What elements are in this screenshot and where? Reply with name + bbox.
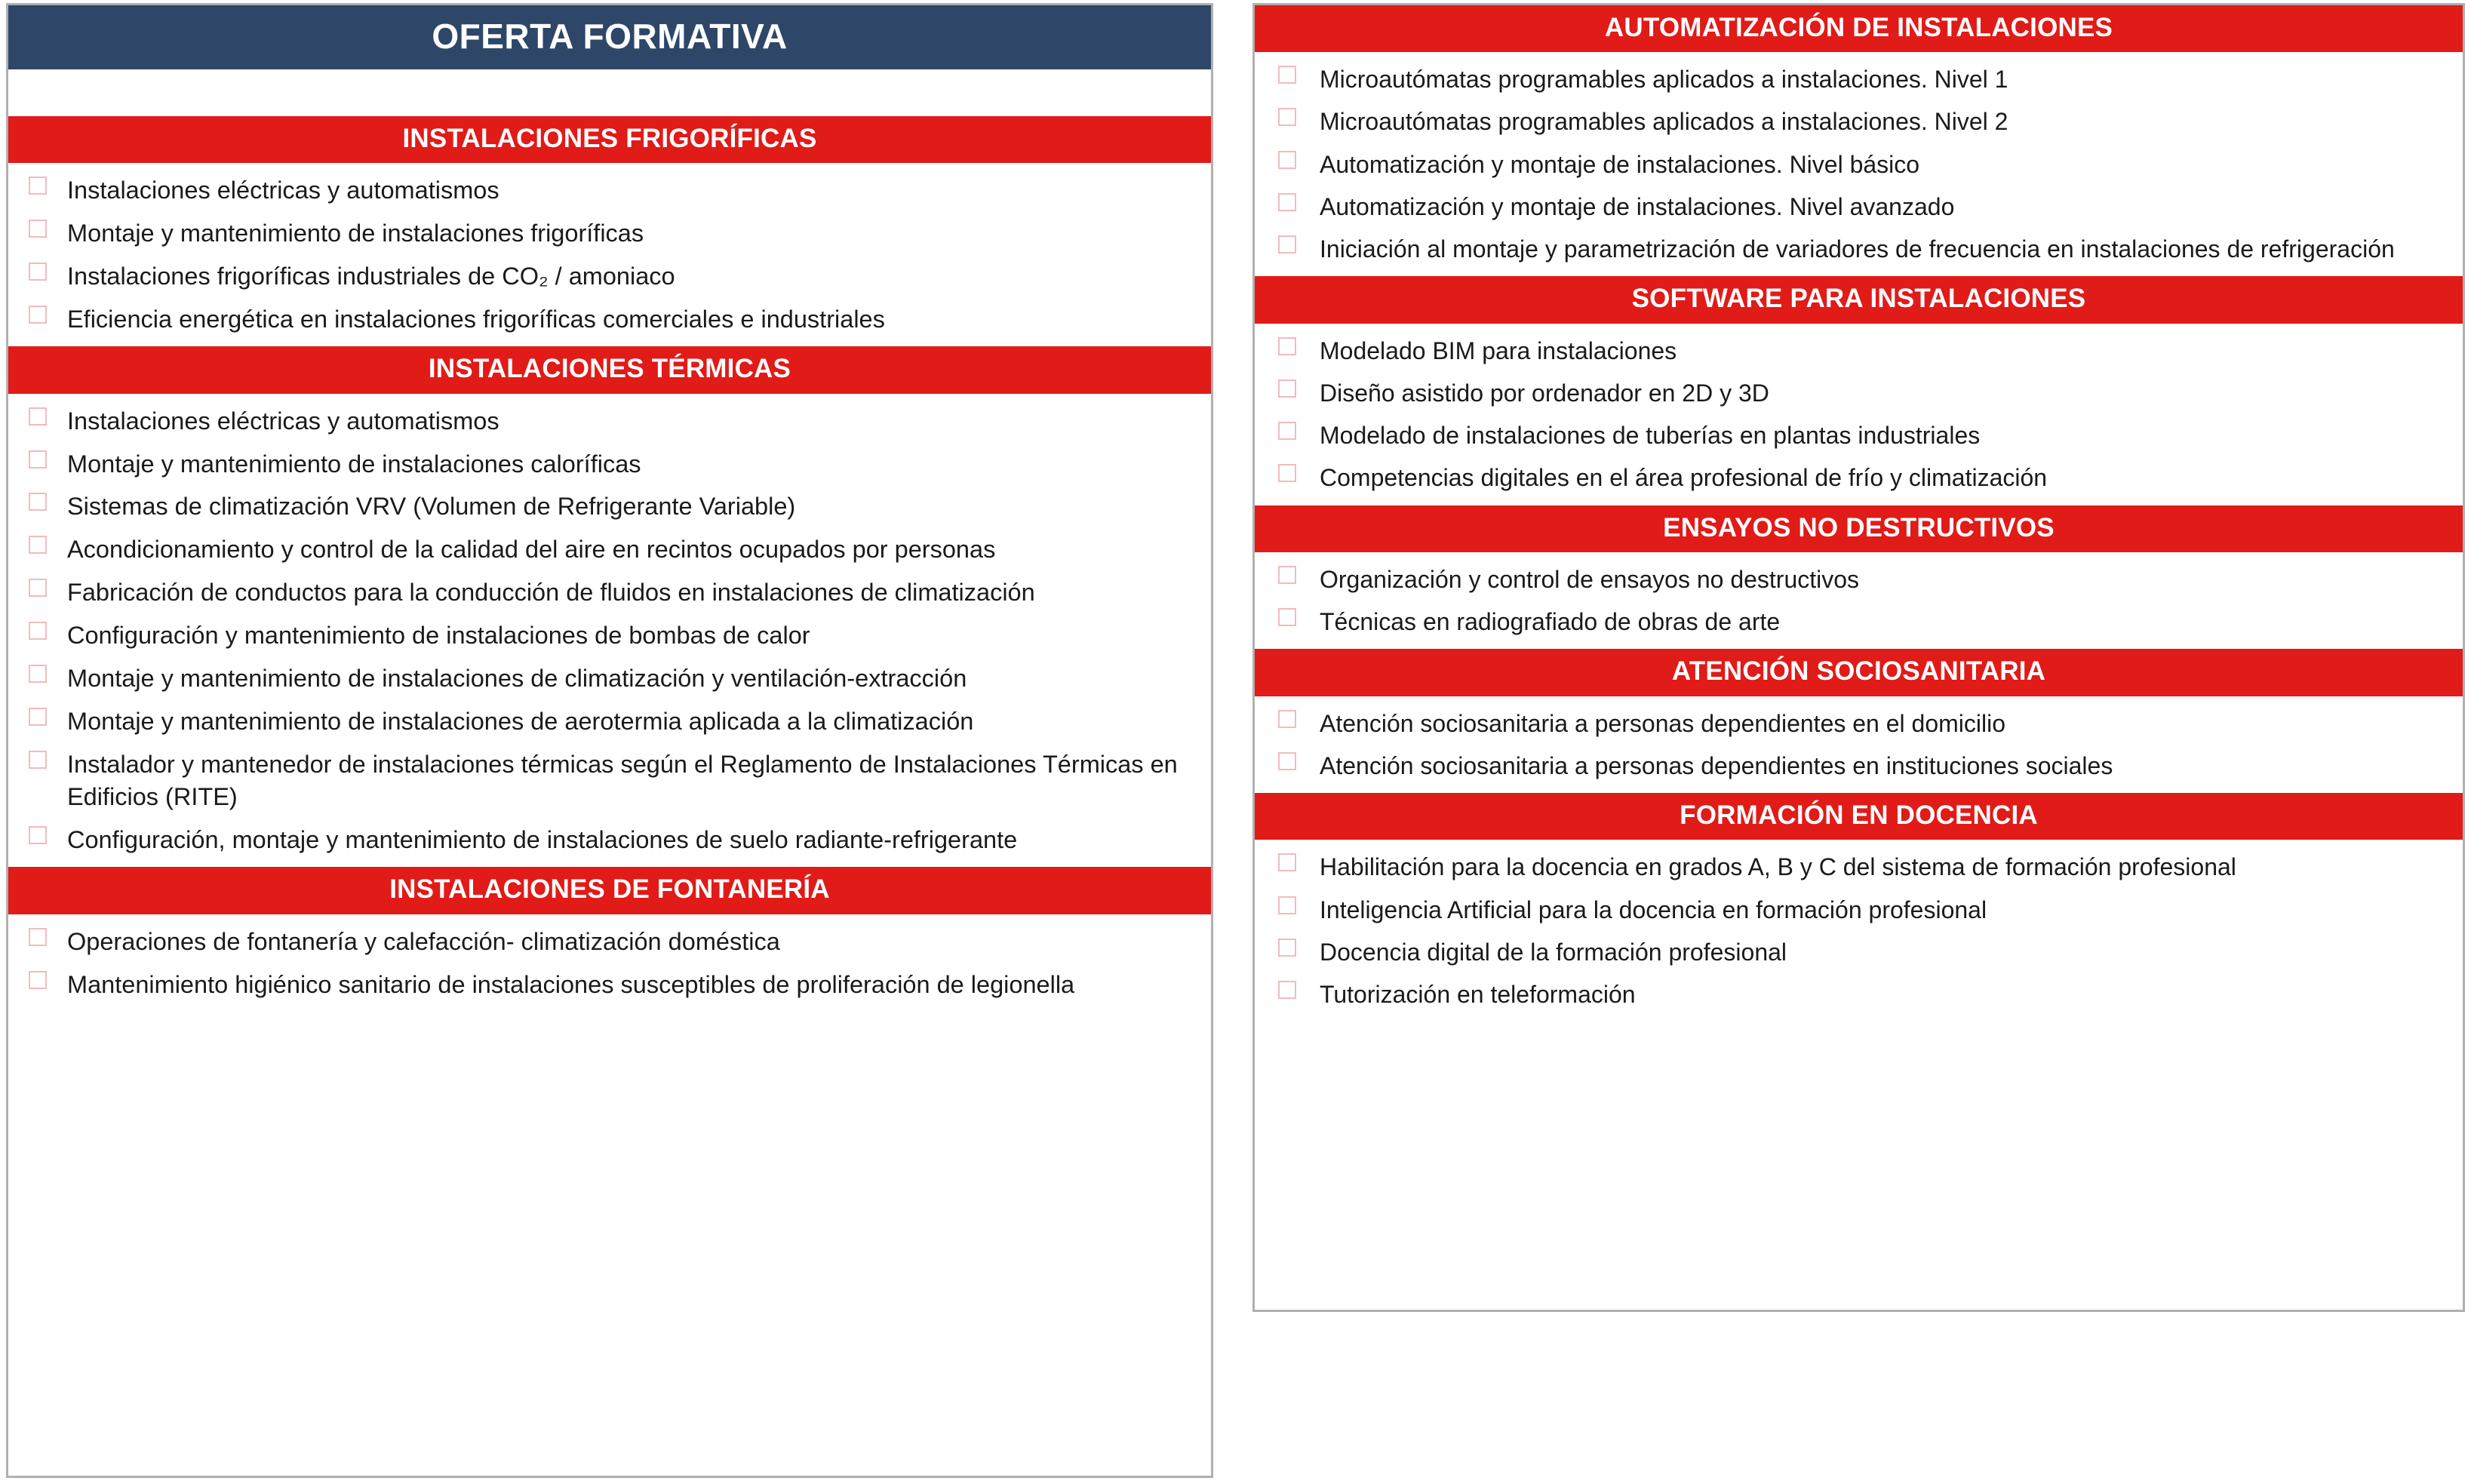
empty-checkbox-icon <box>1255 335 1320 360</box>
list-item <box>8 169 1211 212</box>
list-item-label: Eficiencia energética en instalaciones frigoríficas comerciales e industriales <box>67 305 885 333</box>
empty-checkbox-icon <box>8 969 67 994</box>
list-item-label: Fabricación de conductos para la conducción de fluidos en instalaciones de climatización <box>67 579 1035 607</box>
list-item <box>1255 558 2463 601</box>
list-item-label: Montaje y mantenimiento de instalaciones frigoríficas <box>67 219 644 247</box>
empty-checkbox-icon <box>1255 63 1320 88</box>
list-item-label: Habilitación para la docencia en grados A, B y C del sistema de formación profesional <box>1320 853 2236 881</box>
section-header: AUTOMATIZACIÓN DE INSTALACIONES <box>1255 5 2463 52</box>
empty-checkbox-icon <box>8 576 67 601</box>
empty-checkbox-icon <box>8 303 67 328</box>
section-item-list <box>1255 840 2463 1022</box>
list-item <box>1255 414 2463 456</box>
empty-checkbox-icon <box>1255 233 1320 258</box>
empty-checkbox-icon <box>8 533 67 558</box>
empty-checkbox-icon <box>8 260 67 285</box>
list-item <box>1255 143 2463 186</box>
list-item-label: Montaje y mantenimiento de instalaciones de climatización y ventilación-extracción <box>67 665 967 692</box>
list-item-label: Técnicas en radiografiado de obras de arte <box>1320 608 1781 636</box>
list-item <box>1255 931 2463 973</box>
list-item-label: Montaje y mantenimiento de instalaciones caloríficas <box>67 450 641 478</box>
list-item-label: Competencias digitales en el área profesional de frío y climatización <box>1320 464 2048 492</box>
list-item-label: Microautómatas programables aplicados a instalaciones. Nivel 2 <box>1320 108 2008 136</box>
empty-checkbox-icon <box>1255 851 1320 876</box>
empty-checkbox-icon <box>1255 606 1320 631</box>
section-header: ENSAYOS NO DESTRUCTIVOS <box>1255 505 2463 552</box>
title-spacer <box>8 69 1211 116</box>
list-item-label: Mantenimiento higiénico sanitario de instalaciones susceptibles de proliferación de legionella <box>67 970 1075 998</box>
empty-checkbox-icon <box>1255 377 1320 402</box>
empty-checkbox-icon <box>8 174 67 199</box>
section-header: INSTALACIONES DE FONTANERÍA <box>8 867 1211 914</box>
empty-checkbox-icon <box>1255 191 1320 216</box>
empty-checkbox-icon <box>8 748 67 773</box>
list-item <box>1255 100 2463 143</box>
list-item-label: Configuración, montaje y mantenimiento de instalaciones de suelo radiante-refrigerante <box>67 825 1018 853</box>
list-item <box>8 255 1211 298</box>
section-item-list <box>8 163 1211 347</box>
list-item-label: Atención sociosanitaria a personas dependientes en el domicilio <box>1320 709 2006 737</box>
empty-checkbox-icon <box>1255 750 1320 775</box>
empty-checkbox-icon <box>1255 419 1320 444</box>
list-item <box>8 571 1211 614</box>
empty-checkbox-icon <box>8 926 67 951</box>
list-item-label: Microautómatas programables aplicados a instalaciones. Nivel 1 <box>1320 66 2008 94</box>
empty-checkbox-icon <box>1255 149 1320 174</box>
section-header: SOFTWARE PARA INSTALACIONES <box>1255 276 2463 323</box>
list-item <box>1255 372 2463 414</box>
page-title: OFERTA FORMATIVA <box>8 5 1211 69</box>
section-item-list <box>1255 324 2463 505</box>
list-item-label: Acondicionamiento y control de la calidad del aire en recintos ocupados por personas <box>67 536 996 564</box>
empty-checkbox-icon <box>1255 894 1320 919</box>
list-item <box>1255 228 2463 270</box>
list-item-label: Tutorización en teleformación <box>1320 981 1636 1008</box>
list-item-label: Organización y control de ensayos no destructivos <box>1320 565 1860 593</box>
section-header: INSTALACIONES FRIGORÍFICAS <box>8 116 1211 163</box>
empty-checkbox-icon <box>8 405 67 430</box>
list-item-label: Montaje y mantenimiento de instalaciones de aerotermia aplicada a la climatización <box>67 707 974 735</box>
list-item <box>8 400 1211 443</box>
list-item-label: Modelado BIM para instalaciones <box>1320 336 1677 364</box>
empty-checkbox-icon <box>1255 979 1320 1003</box>
list-item <box>1255 889 2463 931</box>
left-column <box>6 3 1213 1478</box>
empty-checkbox-icon <box>8 217 67 242</box>
list-item <box>8 819 1211 862</box>
list-item-label: Inteligencia Artificial para la docencia en formación profesional <box>1320 896 1987 923</box>
list-item <box>8 743 1211 819</box>
list-item <box>1255 973 2463 1015</box>
list-item <box>8 700 1211 743</box>
list-item <box>8 443 1211 486</box>
list-item <box>1255 456 2463 499</box>
list-item-label: Iniciación al montaje y parametrización de variadores de frecuencia en instalaciones de refrigeración <box>1320 235 2395 263</box>
list-item-label: Operaciones de fontanería y calefacción- climatización doméstica <box>67 927 780 955</box>
list-item <box>1255 745 2463 787</box>
list-item-label: Sistemas de climatización VRV (Volumen de Refrigerante Variable) <box>67 493 796 521</box>
list-item <box>8 298 1211 341</box>
empty-checkbox-icon <box>1255 936 1320 961</box>
right-sections-container <box>1255 5 2463 1022</box>
section-item-list <box>1255 52 2463 276</box>
empty-checkbox-icon <box>8 619 67 644</box>
list-item <box>1255 601 2463 643</box>
list-item-label: Instalaciones eléctricas y automatismos <box>67 176 499 204</box>
list-item-label: Instalador y mantenedor de instalaciones térmicas según el Reglamento de Instalaciones Térmicas en Edificios (RITE) <box>67 750 1178 810</box>
empty-checkbox-icon <box>1255 462 1320 487</box>
list-item-label: Configuración y mantenimiento de instalaciones de bombas de calor <box>67 622 810 650</box>
section-item-list <box>8 914 1211 1012</box>
list-item <box>8 657 1211 700</box>
empty-checkbox-icon <box>8 448 67 473</box>
empty-checkbox-icon <box>8 662 67 687</box>
list-item <box>1255 330 2463 372</box>
list-item-label: Diseño asistido por ordenador en 2D y 3D <box>1320 379 1769 407</box>
section-item-list <box>8 394 1211 868</box>
empty-checkbox-icon <box>1255 708 1320 733</box>
list-item <box>1255 186 2463 228</box>
list-item <box>1255 846 2463 888</box>
empty-checkbox-icon <box>8 490 67 515</box>
section-header: ATENCIÓN SOCIOSANITARIA <box>1255 649 2463 696</box>
empty-checkbox-icon <box>1255 564 1320 588</box>
list-item-label: Automatización y montaje de instalaciones. Nivel básico <box>1320 150 1920 178</box>
list-item-label: Automatización y montaje de instalaciones. Nivel avanzado <box>1320 192 1955 220</box>
list-item-label: Atención sociosanitaria a personas dependientes en instituciones sociales <box>1320 751 2113 779</box>
list-item <box>8 920 1211 963</box>
list-item-label: Docencia digital de la formación profesional <box>1320 938 1787 966</box>
list-item <box>8 963 1211 1006</box>
section-header: FORMACIÓN EN DOCENCIA <box>1255 793 2463 840</box>
section-item-list <box>1255 696 2463 793</box>
list-item <box>8 528 1211 571</box>
list-item <box>8 485 1211 528</box>
section-header: INSTALACIONES TÉRMICAS <box>8 346 1211 393</box>
empty-checkbox-icon <box>8 705 67 730</box>
list-item <box>1255 58 2463 100</box>
list-item <box>8 212 1211 255</box>
list-item <box>8 614 1211 657</box>
empty-checkbox-icon <box>8 824 67 849</box>
list-item-label: Instalaciones eléctricas y automatismos <box>67 407 499 435</box>
empty-checkbox-icon <box>1255 106 1320 131</box>
left-sections-container <box>8 116 1211 1012</box>
right-column <box>1252 3 2465 1312</box>
section-item-list <box>1255 552 2463 649</box>
list-item-label: Modelado de instalaciones de tuberías en plantas industriales <box>1320 422 1981 450</box>
list-item <box>1255 702 2463 745</box>
list-item-label: Instalaciones frigoríficas industriales de CO₂ / amoniaco <box>67 262 675 290</box>
